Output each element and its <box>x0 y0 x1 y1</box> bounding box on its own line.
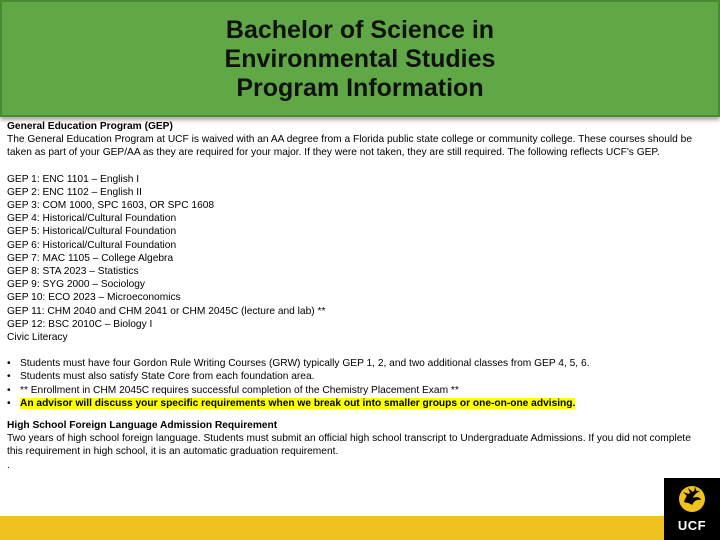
spacer <box>7 160 707 173</box>
gep-item: GEP 2: ENC 1102 – English II <box>7 186 142 198</box>
note-item: • ** Enrollment in CHM 2045C requires successful completion of the Chemistry Placement Exam ** <box>7 384 707 397</box>
gep-item: GEP 4: Historical/Cultural Foundation <box>7 213 177 225</box>
notes-list <box>7 357 707 410</box>
gep-item: GEP 6: Historical/Cultural Foundation <box>7 239 177 251</box>
gep-item: GEP 12: BSC 2010C – Biology I <box>7 318 153 330</box>
gep-item: GEP 5: Historical/Cultural Foundation <box>7 226 177 238</box>
gep-intro: The General Education Program at UCF is waived with an AA degree from a Florida public state college or community college. These courses should be taken as part of your GEP/AA as they are required for your major. If they were not taken, they are still required. The following reflects UCF's GEP. <box>7 134 692 159</box>
note-item: • Students must have four Gordon Rule Writing Courses (GRW) typically GEP 1, 2, and two additional classes from GEP 4, 5, 6. <box>7 357 707 370</box>
gep-item: Civic Literacy <box>7 332 68 344</box>
footer-band <box>0 516 720 540</box>
gep-item: GEP 1: ENC 1101 – English I <box>7 173 140 185</box>
gep-heading: General Education Program (GEP) <box>7 121 173 132</box>
foreign-language-body: Two years of high school foreign language. Students must submit an official high school transcript to Undergraduate Admissions. If you did not complete this requirement in high school, it is an automatic graduation requirement. <box>7 433 691 458</box>
gep-item: GEP 10: ECO 2023 – Microeconomics <box>7 292 181 304</box>
note-item-advisor <box>7 397 707 410</box>
gep-item: GEP 8: STA 2023 – Statistics <box>7 266 139 278</box>
gep-item: GEP 11: CHM 2040 and CHM 2041 or CHM 2045C (lecture and lab) ** <box>7 305 326 317</box>
foreign-language-heading: High School Foreign Language Admission Requirement <box>7 420 278 432</box>
ucf-logo <box>664 478 720 540</box>
gep-list <box>7 173 707 345</box>
page-title: Bachelor of Science in Environmental Studies Program Information <box>224 16 496 102</box>
logo-text: UCF <box>677 518 707 533</box>
spacer <box>7 410 707 419</box>
trailing-period: . <box>7 459 10 471</box>
title-banner <box>0 0 720 117</box>
advisor-highlight: An advisor will discuss your specific requirements when we break out into smaller groups or one-on-one advising. <box>20 397 576 409</box>
gep-item: GEP 7: MAC 1105 – College Algebra <box>7 252 174 264</box>
gep-item: GEP 3: COM 1000, SPC 1603, OR SPC 1608 <box>7 200 215 212</box>
content-body <box>7 120 707 472</box>
pegasus-icon <box>678 484 706 514</box>
note-item: • Students must also satisfy State Core from each foundation area. <box>7 370 707 383</box>
spacer <box>7 344 707 357</box>
gep-item: GEP 9: SYG 2000 – Sociology <box>7 279 145 291</box>
